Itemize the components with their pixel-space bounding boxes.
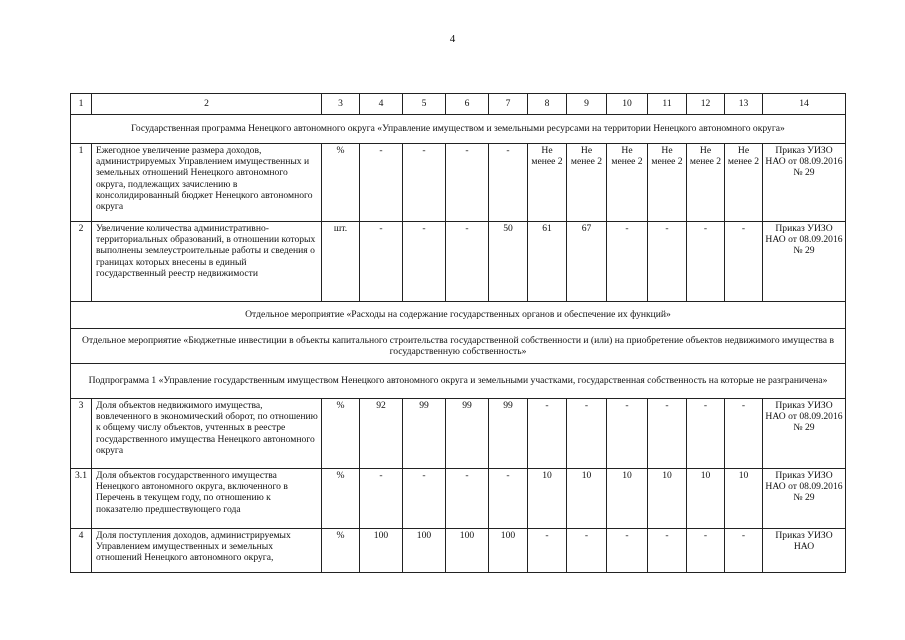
unit-cell: % bbox=[322, 144, 360, 222]
value-cell: - bbox=[648, 222, 687, 302]
section-row bbox=[71, 302, 846, 329]
header-cell: 13 bbox=[725, 94, 763, 115]
value-cell: Не менее 2 bbox=[648, 144, 687, 222]
value-cell: 10 bbox=[648, 469, 687, 529]
value-cell: - bbox=[725, 529, 763, 573]
value-cell: - bbox=[607, 222, 648, 302]
value-cell: - bbox=[725, 222, 763, 302]
header-cell: 8 bbox=[528, 94, 567, 115]
value-cell: - bbox=[607, 529, 648, 573]
unit-cell: % bbox=[322, 469, 360, 529]
value-cell: 10 bbox=[528, 469, 567, 529]
value-cell: 99 bbox=[489, 399, 528, 469]
header-cell: 6 bbox=[446, 94, 489, 115]
header-cell: 1 bbox=[71, 94, 92, 115]
value-cell: - bbox=[567, 529, 607, 573]
value-cell: - bbox=[567, 399, 607, 469]
value-cell: Не менее 2 bbox=[725, 144, 763, 222]
row-number: 4 bbox=[71, 529, 92, 573]
table-row bbox=[71, 529, 846, 573]
value-cell: Не менее 2 bbox=[528, 144, 567, 222]
value-cell: 92 bbox=[360, 399, 403, 469]
indicators-table bbox=[70, 93, 846, 573]
header-cell: 9 bbox=[567, 94, 607, 115]
value-cell: - bbox=[360, 222, 403, 302]
value-cell: - bbox=[446, 469, 489, 529]
indicator-description: Доля поступления доходов, администрируемых Управлением имущественных и земельных отношений Ненецкого автономного округа, bbox=[92, 529, 322, 573]
table-header-row bbox=[71, 94, 846, 115]
value-cell: - bbox=[528, 529, 567, 573]
header-cell: 3 bbox=[322, 94, 360, 115]
value-cell: - bbox=[446, 222, 489, 302]
row-number: 2 bbox=[71, 222, 92, 302]
value-cell: - bbox=[360, 469, 403, 529]
value-cell: - bbox=[403, 469, 446, 529]
value-cell: Не менее 2 bbox=[607, 144, 648, 222]
value-cell: 100 bbox=[446, 529, 489, 573]
header-cell: 11 bbox=[648, 94, 687, 115]
document-reference: Приказ УИЗО НАО от 08.09.2016 № 29 bbox=[763, 469, 846, 529]
value-cell: - bbox=[528, 399, 567, 469]
value-cell: - bbox=[648, 399, 687, 469]
value-cell: - bbox=[446, 144, 489, 222]
unit-cell: % bbox=[322, 399, 360, 469]
indicator-description: Доля объектов недвижимого имущества, вовлеченного в экономический оборот, по отношению к общему числу объектов, учтенных в реестре государственного имущества Ненецкого автономного округа bbox=[92, 399, 322, 469]
section-title: Отдельное мероприятие «Расходы на содержание государственных органов и обеспечение их функций» bbox=[71, 302, 846, 329]
document-reference: Приказ УИЗО НАО от 08.09.2016 № 29 bbox=[763, 222, 846, 302]
page-number: 4 bbox=[449, 33, 456, 45]
value-cell: - bbox=[687, 399, 725, 469]
value-cell: 99 bbox=[446, 399, 489, 469]
value-cell: - bbox=[489, 144, 528, 222]
row-number: 3.1 bbox=[71, 469, 92, 529]
value-cell: - bbox=[403, 144, 446, 222]
value-cell: 10 bbox=[725, 469, 763, 529]
section-row bbox=[71, 364, 846, 399]
table-row bbox=[71, 222, 846, 302]
row-number: 1 bbox=[71, 144, 92, 222]
row-number: 3 bbox=[71, 399, 92, 469]
value-cell: 10 bbox=[567, 469, 607, 529]
value-cell: - bbox=[687, 529, 725, 573]
value-cell: 67 bbox=[567, 222, 607, 302]
value-cell: 10 bbox=[687, 469, 725, 529]
value-cell: - bbox=[648, 529, 687, 573]
header-cell: 2 bbox=[92, 94, 322, 115]
unit-cell: шт. bbox=[322, 222, 360, 302]
value-cell: 50 bbox=[489, 222, 528, 302]
table-row bbox=[71, 469, 846, 529]
value-cell: 100 bbox=[403, 529, 446, 573]
value-cell: - bbox=[725, 399, 763, 469]
value-cell: - bbox=[687, 222, 725, 302]
value-cell: 100 bbox=[360, 529, 403, 573]
section-title: Отдельное мероприятие «Бюджетные инвестиции в объекты капитального строительства государственной собственности и (или) на приобретение объектов недвижимого имущества в государственную собственность» bbox=[71, 329, 846, 364]
header-cell: 4 bbox=[360, 94, 403, 115]
table-row bbox=[71, 144, 846, 222]
program-title-row bbox=[71, 115, 846, 144]
document-reference: Приказ УИЗО НАО от 08.09.2016 № 29 bbox=[763, 399, 846, 469]
header-cell: 14 bbox=[763, 94, 846, 115]
value-cell: - bbox=[489, 469, 528, 529]
header-cell: 12 bbox=[687, 94, 725, 115]
value-cell: Не менее 2 bbox=[687, 144, 725, 222]
indicator-description: Доля объектов государственного имущества Ненецкого автономного округа, включенного в Перечень в текущем году, по отношению к показателю предшествующего года bbox=[92, 469, 322, 529]
value-cell: 100 bbox=[489, 529, 528, 573]
program-title: Государственная программа Ненецкого автономного округа «Управление имуществом и земельными ресурсами на территории Ненецкого автономного округа» bbox=[71, 115, 846, 144]
document-reference: Приказ УИЗО НАО bbox=[763, 529, 846, 573]
document-reference: Приказ УИЗО НАО от 08.09.2016 № 29 bbox=[763, 144, 846, 222]
section-row bbox=[71, 329, 846, 364]
section-title: Подпрограмма 1 «Управление государственным имуществом Ненецкого автономного округа и земельными участками, государственная собственность на которые не разграничена» bbox=[71, 364, 846, 399]
value-cell: - bbox=[360, 144, 403, 222]
indicator-description: Увеличение количества административно-территориальных образований, в отношении которых выполнены землеустроительные работы и сведения о границах которых внесены в единый государственный реестр недвижимости bbox=[92, 222, 322, 302]
header-cell: 10 bbox=[607, 94, 648, 115]
value-cell: 99 bbox=[403, 399, 446, 469]
header-cell: 5 bbox=[403, 94, 446, 115]
value-cell: 61 bbox=[528, 222, 567, 302]
value-cell: 10 bbox=[607, 469, 648, 529]
unit-cell: % bbox=[322, 529, 360, 573]
header-cell: 7 bbox=[489, 94, 528, 115]
indicator-description: Ежегодное увеличение размера доходов, администрируемых Управлением имущественных и земельных отношений Ненецкого автономного округа, подлежащих зачислению в консолидированный бюджет Ненецкого автономного округа bbox=[92, 144, 322, 222]
table-row bbox=[71, 399, 846, 469]
value-cell: - bbox=[403, 222, 446, 302]
value-cell: - bbox=[607, 399, 648, 469]
value-cell: Не менее 2 bbox=[567, 144, 607, 222]
